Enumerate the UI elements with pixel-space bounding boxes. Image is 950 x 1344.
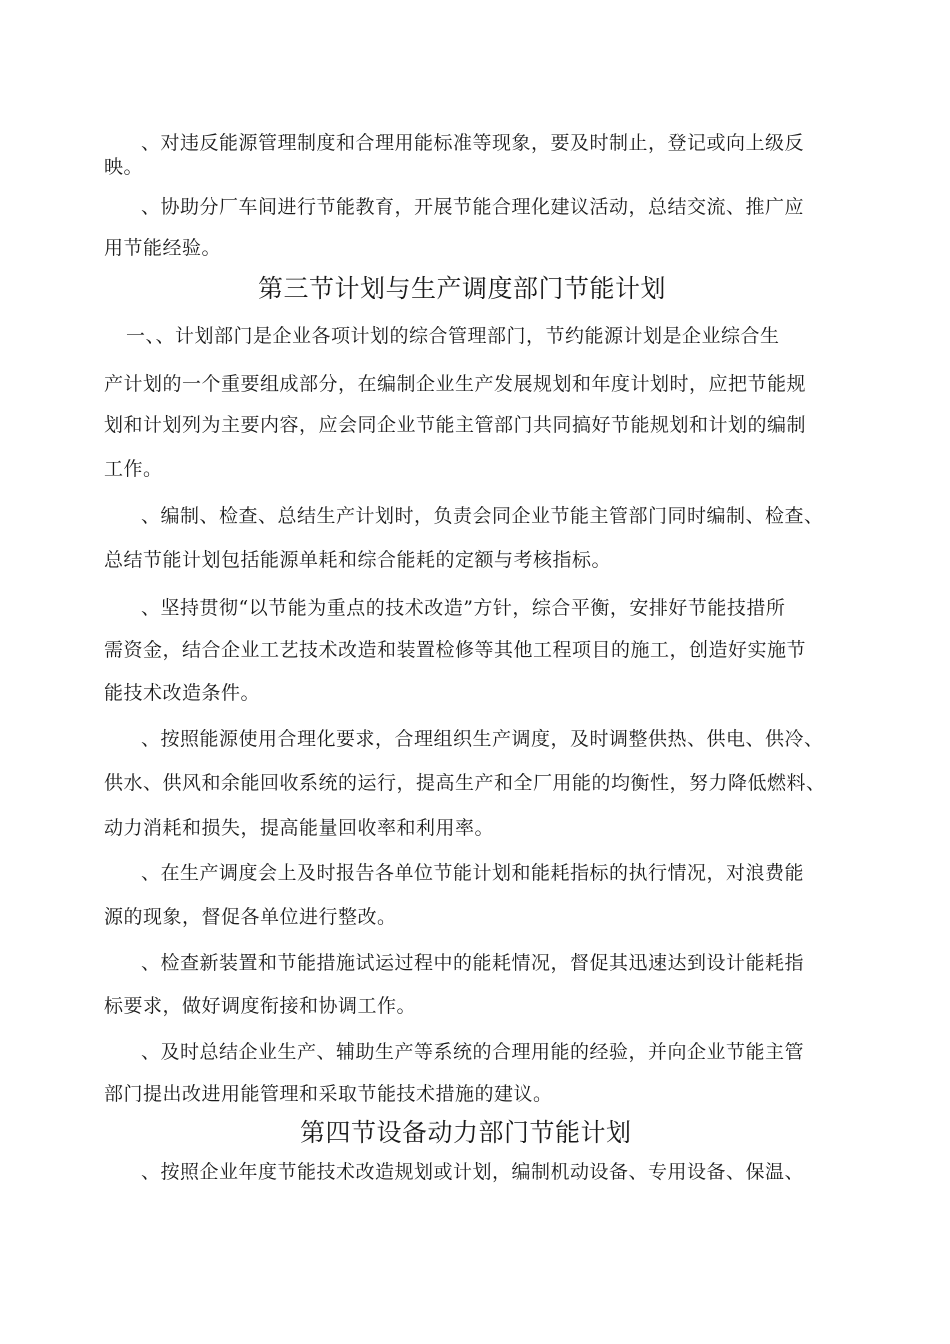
paragraph-line: 映。 xyxy=(104,156,144,178)
paragraph-line: 一、、计划部门是企业各项计划的综合管理部门，节约能源计划是企业综合生 xyxy=(126,325,780,347)
paragraph-line: 、坚持贯彻“以节能为重点的技术改造”方针，综合平衡，安排好节能技措所 xyxy=(141,597,786,619)
paragraph-line: 划和计划列为主要内容，应会同企业节能主管部门共同搞好节能规划和计划的编制 xyxy=(104,414,807,436)
paragraph-line: 、在生产调度会上及时报告各单位节能计划和能耗指标的执行情况，对浪费能 xyxy=(141,862,805,884)
paragraph-line: 、及时总结企业生产、辅助生产等系统的合理用能的经验，并向企业节能主管 xyxy=(141,1041,805,1063)
paragraph-line: 能技术改造条件。 xyxy=(104,682,261,704)
paragraph-line: 、协助分厂车间进行节能教育，开展节能合理化建议活动，总结交流、推广应 xyxy=(141,196,805,218)
paragraph-line: 用节能经验。 xyxy=(104,237,222,259)
section-heading: 第三节计划与生产调度部门节能计划 xyxy=(258,274,667,303)
paragraph-line: 部门提出改进用能管理和采取节能技术措施的建议。 xyxy=(104,1083,553,1105)
paragraph-line: 产计划的一个重要组成部分，在编制企业生产发展规划和年度计划时，应把节能规 xyxy=(104,373,807,395)
paragraph-line: 标要求，做好调度衔接和协调工作。 xyxy=(104,995,417,1017)
paragraph-line: 、检查新装置和节能措施试运过程中的能耗情况，督促其迅速达到设计能耗指 xyxy=(141,952,805,974)
paragraph-line: 动力消耗和损失，提高能量回收率和利用率。 xyxy=(104,817,495,839)
paragraph-line: 、按照能源使用合理化要求，合理组织生产调度，及时调整供热、供电、供冷、 xyxy=(141,728,824,750)
paragraph-line: 、对违反能源管理制度和合理用能标准等现象，要及时制止，登记或向上级反 xyxy=(141,132,805,154)
paragraph-line: 工作。 xyxy=(104,458,163,480)
paragraph-line: 源的现象，督促各单位进行整改。 xyxy=(104,906,397,928)
paragraph-line: 需资金，结合企业工艺技术改造和装置检修等其他工程项目的施工，创造好实施节 xyxy=(104,639,807,661)
paragraph-line: 、按照企业年度节能技术改造规划或计划，编制机动设备、专用设备、保温、 xyxy=(141,1161,805,1183)
section-heading: 第四节设备动力部门节能计划 xyxy=(300,1118,632,1147)
paragraph-line: 、编制、检查、总结生产计划时，负责会同企业节能主管部门同时编制、检查、 xyxy=(141,505,824,527)
paragraph-line: 供水、供风和余能回收系统的运行，提高生产和全厂用能的均衡性，努力降低燃料、 xyxy=(104,772,826,794)
paragraph-line: 总结节能计划包括能源单耗和综合能耗的定额与考核指标。 xyxy=(104,549,612,571)
